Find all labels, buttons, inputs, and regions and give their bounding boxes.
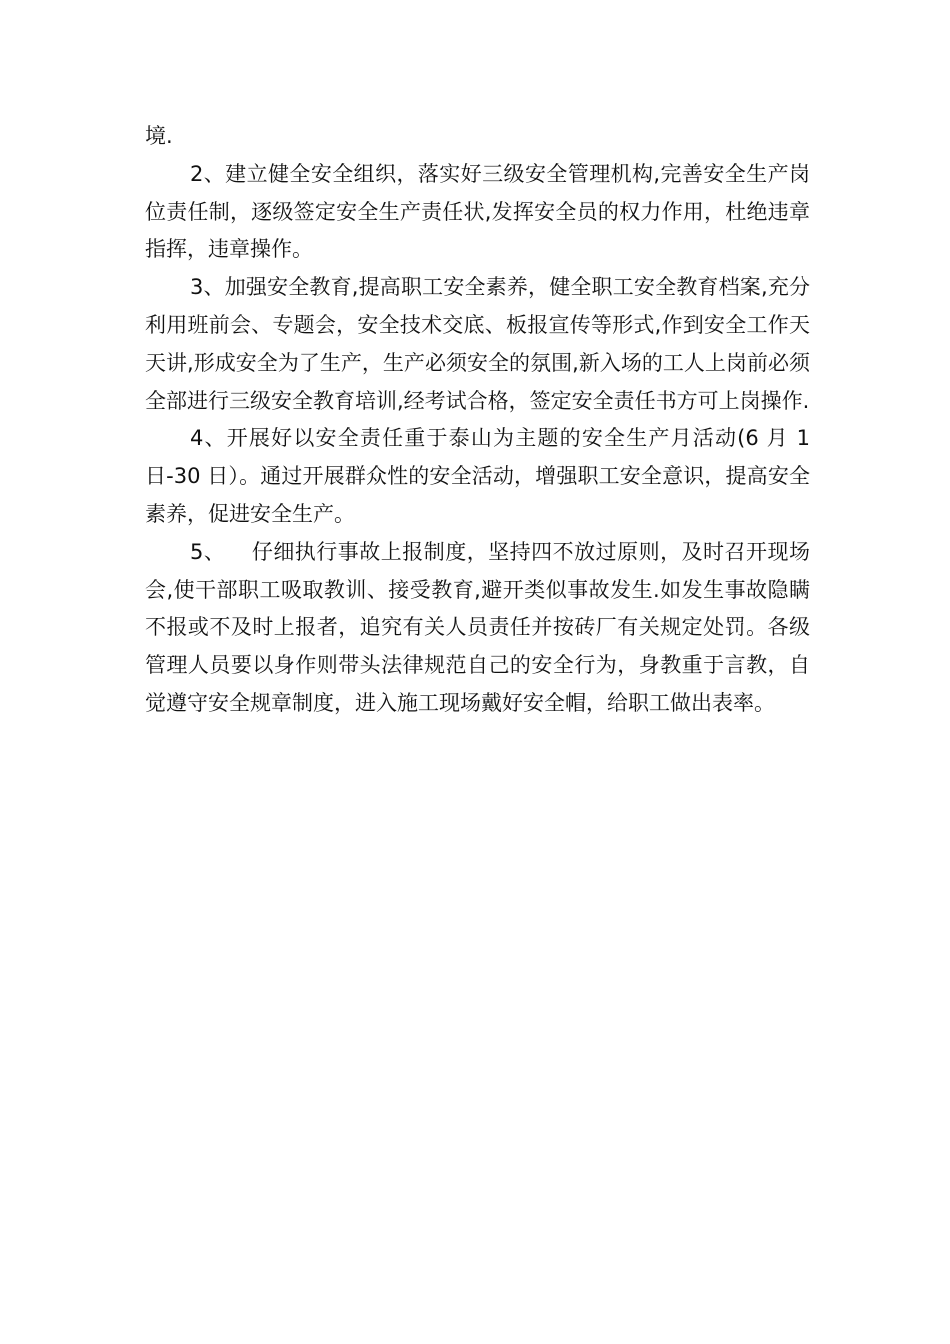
paragraph-text: 仔细执行事故上报制度，坚持四不放过原则，及时召开现场会,使干部职工吸取教训、接受教育,避开类似事故发生.如发生事故隐瞒不报或不及时上报者，追究有关人员责任并按砖厂有关规定处罚。各级管理人员要以身作则带头法律规范自己的安全行为，身教重于言教，自觉遵守安全规章制度，进入施工现场戴好安全帽，给职工做出表率。 <box>145 539 810 715</box>
paragraph-item-3: 3、加强安全教育,提高职工安全素养，健全职工安全教育档案,充分利用班前会、专题会，安全技术交底、板报宣传等形式,作到安全工作天天讲,形成安全为了生产，生产必须安全的氛围,新入场的工人上岗前必须全部进行三级安全教育培训,经考试合格，签定安全责任书方可上岗操作. <box>145 275 810 413</box>
document-body <box>145 118 810 723</box>
paragraph-number: 5、 <box>190 539 226 564</box>
paragraph-item-5 <box>145 534 810 723</box>
paragraph-item-2: 2、建立健全安全组织，落实好三级安全管理机构,完善安全生产岗位责任制，逐级签定安全生产责任状,发挥安全员的权力作用，杜绝违章指挥，违章操作。 <box>145 161 810 262</box>
paragraph-continuation: 境. <box>145 124 173 148</box>
paragraph-item-4: 4、开展好以安全责任重于泰山为主题的安全生产月活动(6 月 1 日-30 日）。通过开展群众性的安全活动，增强职工安全意识，提高安全素养，促进安全生产。 <box>145 426 810 526</box>
